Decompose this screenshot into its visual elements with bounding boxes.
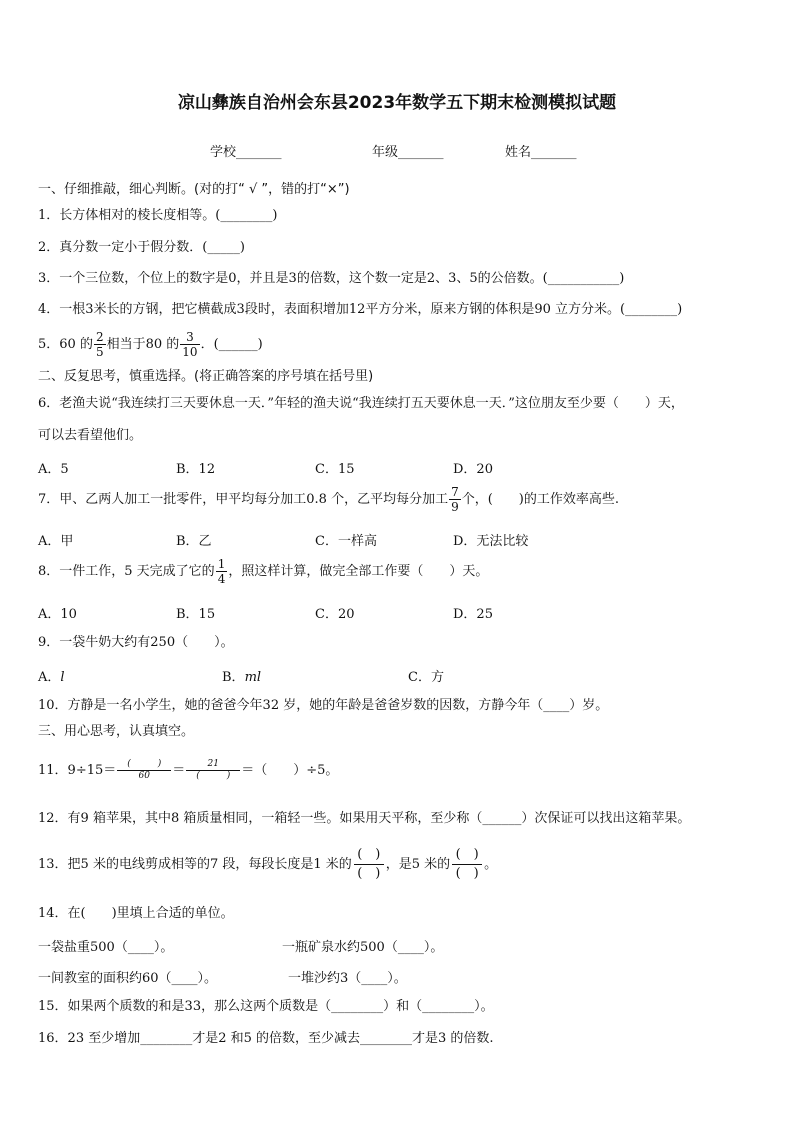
q5-f2-denominator: 10 bbox=[182, 345, 198, 359]
question-16: 16．23 至少增加________才是2 和5 的倍数，至少减去________才是3 的倍数. bbox=[38, 1031, 494, 1046]
q7-numerator: 7 bbox=[451, 485, 459, 499]
q13-text-b: ，是5 米的 bbox=[385, 857, 451, 872]
q9-option-c: C．方 bbox=[408, 670, 444, 685]
question-12: 12．有9 箱苹果，其中8 箱质量相同，一箱轻一些。如果用天平称，至少称（______）次保证可以找出这箱苹果。 bbox=[38, 811, 691, 826]
q13-f1-numerator: ( ) bbox=[357, 847, 381, 862]
question-13 bbox=[38, 846, 497, 883]
q8-option-d: D．25 bbox=[453, 607, 493, 622]
q7-text-a: 7．甲、乙两人加工一批零件，甲平均每分加工0.8 个，乙平均每分加工 bbox=[38, 492, 449, 507]
q6-option-a: A．5 bbox=[38, 462, 69, 477]
q7-text-b: 个，( )的工作效率高些. bbox=[461, 492, 619, 507]
q8-option-c: C．20 bbox=[315, 607, 355, 622]
q11-f2-denominator: ( ) bbox=[186, 770, 240, 782]
q7-option-b: B．乙 bbox=[176, 534, 212, 549]
name-field: 姓名_______ bbox=[505, 145, 577, 160]
q5-text-b: 相当于80 的 bbox=[106, 337, 180, 352]
q14-item-sand: 一堆沙约3（____）。 bbox=[288, 971, 407, 986]
q11-f2-numerator: 21 bbox=[207, 759, 219, 769]
q13-f2-denominator: ( ) bbox=[452, 864, 482, 883]
q6-option-c: C．15 bbox=[315, 462, 355, 477]
grade-field: 年级_______ bbox=[372, 145, 444, 160]
q5-f1-denominator: 5 bbox=[95, 345, 104, 359]
q8-fraction bbox=[216, 557, 228, 586]
q9-a-unit: l bbox=[60, 670, 65, 685]
question-7 bbox=[38, 485, 619, 514]
q8-option-b: B．15 bbox=[176, 607, 216, 622]
q5-text-c: ．(______) bbox=[200, 337, 263, 352]
q5-f1-numerator: 2 bbox=[95, 330, 104, 344]
q11-equals: ＝ bbox=[172, 763, 186, 778]
exam-title: 凉山彝族自治州会东县2023年数学五下期末检测模拟试题 bbox=[177, 93, 617, 113]
q13-fraction-2 bbox=[452, 846, 482, 883]
q9-option-a bbox=[38, 666, 65, 685]
q11-fraction-2 bbox=[186, 759, 240, 782]
q13-fraction-1 bbox=[354, 846, 384, 883]
q5-text-a: 5．60 的 bbox=[38, 337, 93, 352]
q14-item-water: 一瓶矿泉水约500（____）。 bbox=[282, 940, 444, 955]
question-14: 14．在( )里填上合适的单位。 bbox=[38, 906, 234, 921]
q13-text-a: 13．把5 米的电线剪成相等的7 段，每段长度是1 米的 bbox=[38, 857, 352, 872]
question-3: 3．一个三位数，个位上的数字是0，并且是3的倍数，这个数一定是2、3、5的公倍数。(___________) bbox=[38, 271, 625, 286]
q6-option-d: D．20 bbox=[453, 462, 493, 477]
question-8 bbox=[38, 557, 488, 586]
q8-denominator: 4 bbox=[217, 572, 226, 586]
question-15: 15．如果两个质数的和是33，那么这两个质数是（________）和（________）。 bbox=[38, 999, 494, 1014]
q13-f2-numerator: ( ) bbox=[455, 847, 479, 862]
question-10: 10．方静是一名小学生，她的爸爸今年32 岁，她的年龄是爸爸岁数的因数，方静今年（____）岁。 bbox=[38, 698, 609, 713]
section-3-heading: 三、用心思考，认真填空。 bbox=[38, 724, 195, 739]
q11-f1-numerator: ( ) bbox=[127, 759, 162, 769]
question-4: 4．一根3米长的方钢，把它横截成3段时，表面积增加12平方分米，原来方钢的体积是90 立方分米。(________) bbox=[38, 302, 683, 317]
q14-item-salt: 一袋盐重500（____）。 bbox=[38, 940, 174, 955]
q5-f2-numerator: 3 bbox=[186, 330, 194, 344]
question-9: 9．一袋牛奶大约有250（ ）。 bbox=[38, 635, 234, 650]
q7-option-c: C．一样高 bbox=[315, 534, 377, 549]
q11-f1-denominator: 60 bbox=[117, 770, 171, 782]
question-6-line-2: 可以去看望他们。 bbox=[38, 428, 143, 443]
question-2: 2．真分数一定小于假分数．(_____) bbox=[38, 240, 245, 255]
school-field: 学校_______ bbox=[210, 145, 282, 160]
q9-b-unit: ml bbox=[244, 670, 262, 685]
section-2-heading: 二、反复思考，慎重选择。(将正确答案的序号填在括号里) bbox=[38, 369, 374, 384]
q5-fraction-2 bbox=[180, 330, 199, 359]
question-1: 1．长方体相对的棱长度相等。(________) bbox=[38, 208, 278, 223]
section-1-heading: 一、仔细推敲，细心判断。(对的打“ √ ”，错的打“×”) bbox=[38, 182, 350, 197]
q7-fraction bbox=[449, 485, 461, 514]
q6-option-b: B．12 bbox=[176, 462, 216, 477]
q8-numerator: 1 bbox=[217, 557, 226, 571]
question-11 bbox=[38, 759, 338, 782]
question-5 bbox=[38, 330, 263, 359]
q11-text-b: ＝（ ）÷5。 bbox=[241, 763, 339, 778]
q13-f1-denominator: ( ) bbox=[354, 864, 384, 883]
q7-denominator: 9 bbox=[451, 500, 459, 514]
q11-fraction-1 bbox=[117, 759, 171, 782]
q13-text-c: 。 bbox=[484, 857, 498, 872]
q8-option-a: A．10 bbox=[38, 607, 77, 622]
q9-a-label: A． bbox=[38, 670, 61, 685]
q7-option-d: D．无法比较 bbox=[453, 534, 529, 549]
q9-b-label: B． bbox=[222, 670, 245, 685]
q5-fraction-1 bbox=[94, 330, 106, 359]
q11-text-a: 11．9÷15＝ bbox=[38, 763, 117, 778]
q8-text-b: ，照这样计算，做完全部工作要（ ）天。 bbox=[228, 564, 489, 579]
q7-option-a: A．甲 bbox=[38, 534, 74, 549]
q14-item-classroom: 一间教室的面积约60（____）。 bbox=[38, 971, 218, 986]
q8-text-a: 8．一件工作，5 天完成了它的 bbox=[38, 564, 215, 579]
question-6-line-1: 6．老渔夫说“我连续打三天要休息一天．”年轻的渔夫说“我连续打五天要休息一天．”这位朋友至少要（ ）天， bbox=[38, 396, 684, 411]
q9-option-b bbox=[222, 666, 261, 685]
